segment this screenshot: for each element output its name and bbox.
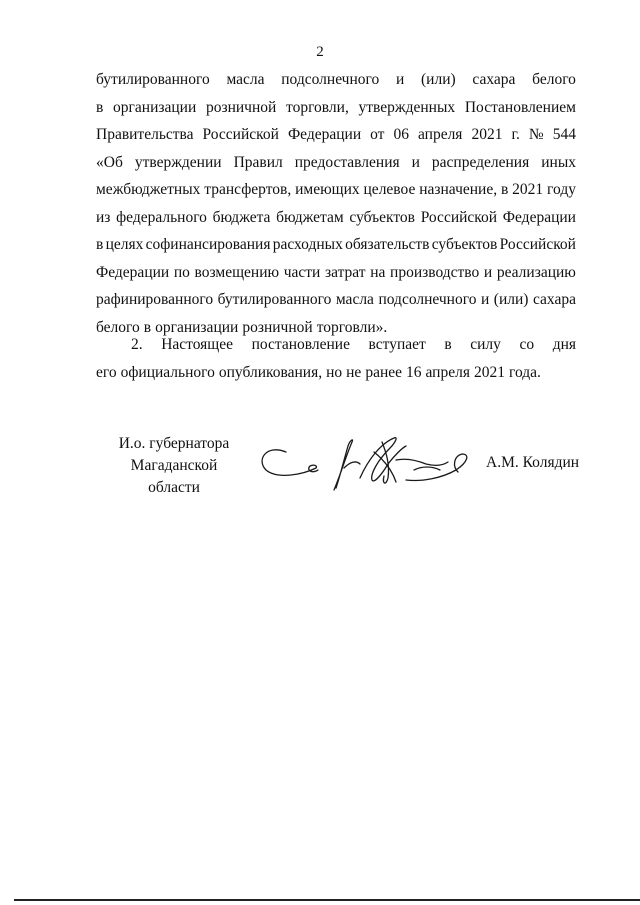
- word: имеющих: [295, 181, 360, 198]
- text-line: [96, 66, 576, 94]
- word: (или): [493, 291, 529, 308]
- word: в: [96, 98, 104, 116]
- word: 544: [552, 126, 576, 143]
- word: не: [346, 363, 362, 381]
- word: но: [326, 363, 343, 381]
- word: обязательств: [345, 236, 430, 253]
- word: (или): [421, 71, 456, 88]
- word: году: [547, 181, 576, 198]
- text-line: [96, 359, 576, 387]
- word: субъектов: [431, 236, 498, 253]
- word: опубликования,: [218, 363, 323, 381]
- word: предоставления: [294, 153, 400, 171]
- signatory-title-line-2: Магаданской области: [130, 457, 218, 496]
- text-line: [96, 259, 576, 287]
- word: масла: [226, 71, 265, 88]
- word: розничной: [242, 318, 313, 336]
- word: расходных: [272, 236, 343, 253]
- word: Настоящее: [161, 336, 233, 353]
- word: Федерации: [96, 263, 170, 281]
- word: 2.: [131, 336, 143, 353]
- word: распределения: [431, 153, 530, 171]
- word: из: [96, 208, 111, 226]
- word: рафинированного: [96, 291, 214, 308]
- word: 06: [393, 126, 409, 143]
- text-line: [96, 286, 576, 314]
- word: в: [143, 318, 152, 336]
- word: бутилированного: [96, 71, 210, 88]
- word: и: [395, 71, 405, 88]
- word: Федерации: [502, 208, 576, 226]
- word: белого: [532, 71, 576, 88]
- word: бюджета: [212, 208, 271, 226]
- word: «Об: [96, 153, 123, 171]
- word: постановление: [251, 336, 350, 353]
- word: и: [480, 291, 490, 308]
- word: на: [370, 263, 386, 281]
- text-line: [96, 204, 576, 232]
- word: бюджетам: [276, 208, 344, 226]
- word: от: [370, 126, 385, 143]
- word: торговли,: [286, 98, 349, 116]
- word: федерального: [116, 208, 207, 226]
- word: 2021: [471, 126, 503, 143]
- word: по: [173, 263, 190, 281]
- handwritten-signature: [256, 430, 476, 494]
- footer-rule: [14, 899, 640, 901]
- word: розничной: [205, 98, 277, 116]
- word: в: [500, 181, 509, 198]
- signatory-name: А.М. Колядин: [486, 454, 580, 471]
- word: сахара: [472, 71, 516, 88]
- word: реализацию: [496, 263, 576, 281]
- word: и: [411, 153, 420, 171]
- word: года.: [508, 363, 541, 381]
- word: его: [96, 363, 117, 381]
- word: подсолнечного: [281, 71, 380, 88]
- word: г.: [511, 126, 520, 143]
- word: трансфертов,: [204, 181, 292, 198]
- word: №: [528, 126, 544, 143]
- word: возмещению: [194, 263, 280, 281]
- word: утвержденных: [358, 98, 456, 116]
- word: производство: [390, 263, 480, 281]
- word: Правительства: [96, 126, 194, 143]
- word: Российской: [499, 236, 576, 253]
- word: апреля: [417, 126, 463, 143]
- text-line: [96, 149, 576, 177]
- text-line: [96, 121, 576, 149]
- word: утверждении: [134, 153, 222, 171]
- word: Правил: [233, 153, 283, 171]
- word: белого: [96, 318, 140, 336]
- word: Российской: [420, 208, 498, 226]
- word: организации: [155, 318, 239, 336]
- word: 2021: [512, 181, 544, 198]
- text-line: [96, 94, 576, 122]
- word: целевое: [363, 181, 416, 198]
- text-line: [96, 331, 576, 359]
- word: со: [519, 336, 535, 353]
- word: подсолнечного: [378, 291, 477, 308]
- word: в: [96, 236, 104, 253]
- word: дня: [552, 336, 576, 353]
- word: субъектов: [349, 208, 415, 226]
- word: бутилированного: [217, 291, 332, 308]
- word: ранее: [365, 363, 402, 381]
- word: силу: [470, 336, 501, 353]
- word: назначение,: [419, 181, 498, 198]
- word: 16: [406, 363, 422, 381]
- signatory-title-line-1: И.о. губернатора: [118, 435, 230, 452]
- word: организации: [113, 98, 197, 116]
- word: иных: [541, 153, 576, 171]
- word: Постановлением: [464, 98, 576, 116]
- word: 2021: [473, 363, 505, 381]
- word: вступает: [368, 336, 426, 353]
- word: Российской: [202, 126, 279, 143]
- word: Федерации: [287, 126, 362, 143]
- paragraph-2: [96, 331, 576, 386]
- paragraph-1: [96, 66, 576, 341]
- word: затрат: [324, 263, 366, 281]
- word: апреля: [425, 363, 470, 381]
- word: масла: [335, 291, 374, 308]
- word: в: [444, 336, 452, 353]
- word: торговли».: [316, 318, 388, 336]
- page-number: 2: [316, 44, 324, 60]
- word: официального: [120, 363, 215, 381]
- word: части: [283, 263, 321, 281]
- word: сахара: [532, 291, 576, 308]
- word: целях: [105, 236, 144, 253]
- signatory-title: [104, 433, 244, 499]
- text-line: [96, 231, 576, 259]
- text-line: [96, 176, 576, 204]
- word: и: [483, 263, 493, 281]
- word: софинансирования: [145, 236, 271, 253]
- word: межбюджетных: [96, 181, 201, 198]
